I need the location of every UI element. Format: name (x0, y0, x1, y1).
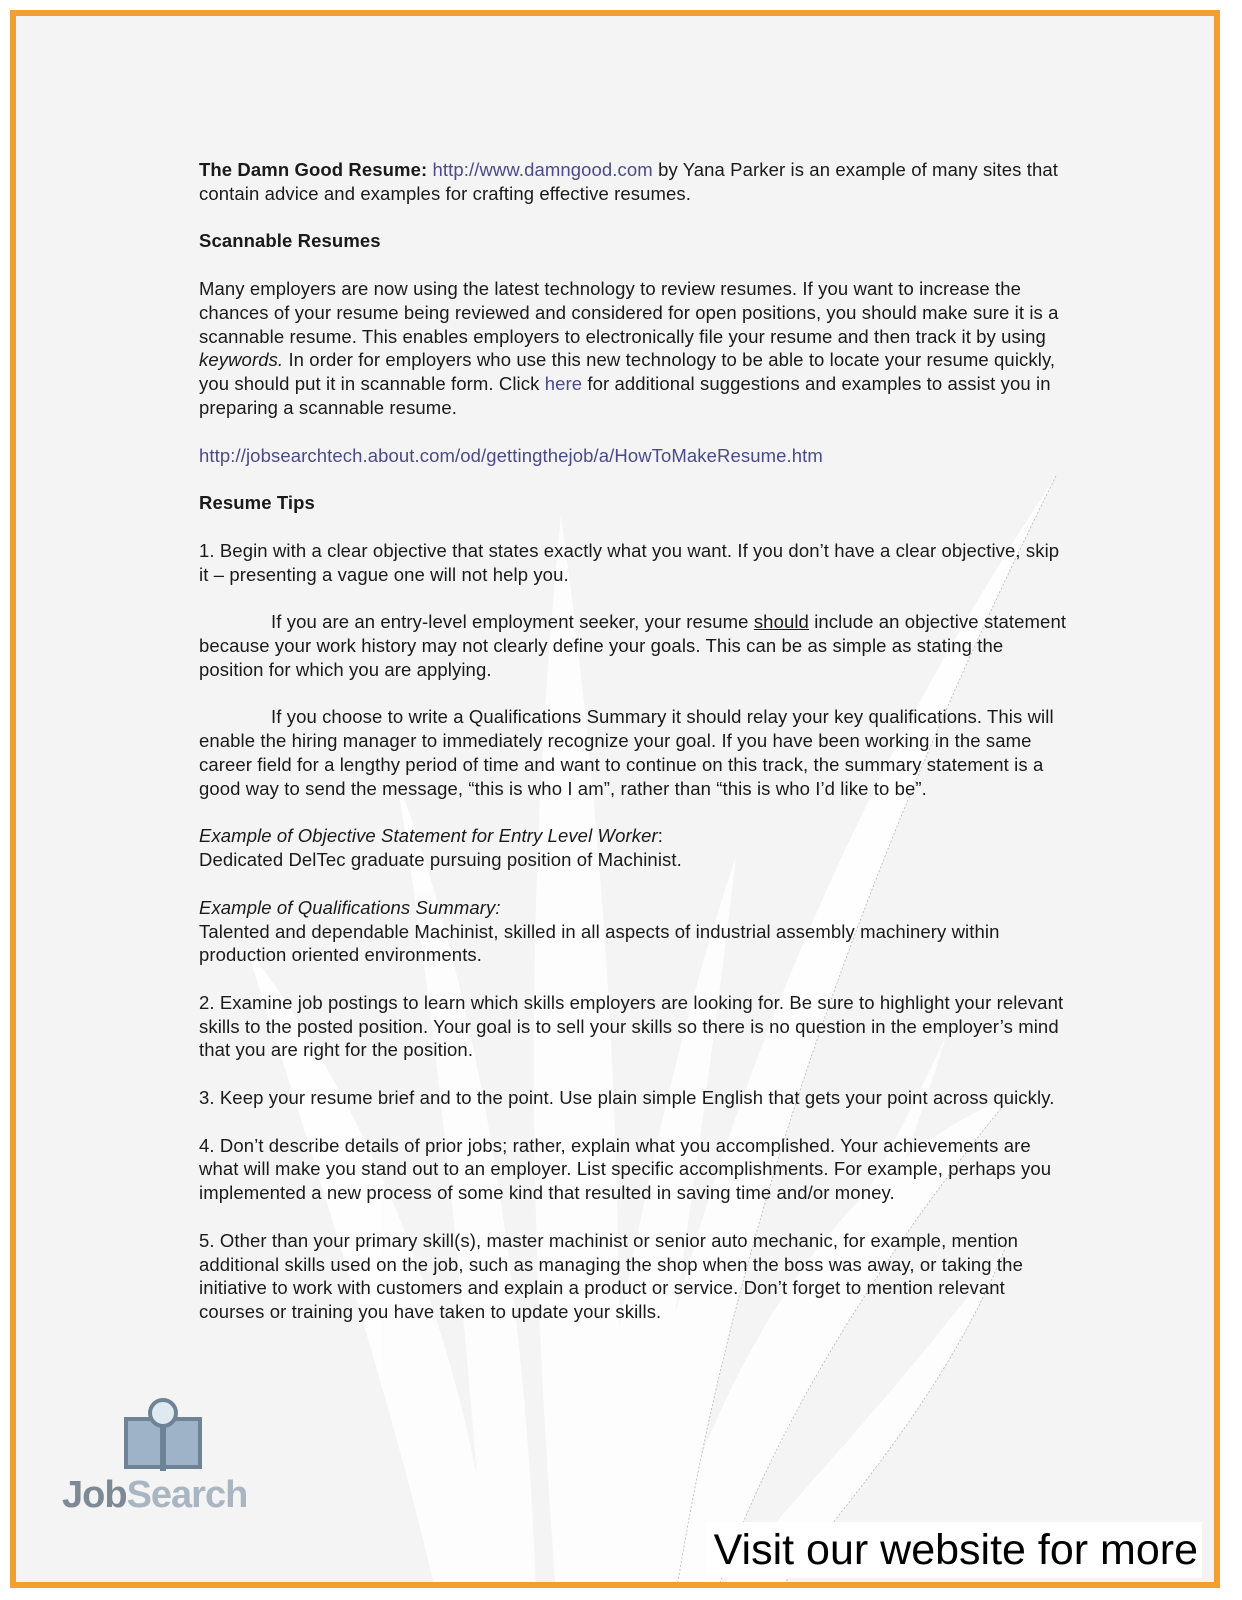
page-frame (10, 10, 1220, 1588)
logo-brand-a: Job (62, 1474, 127, 1516)
intro-text: by Yana Parker is an example of many sites that contain advice and examples for crafting effective resumes. (199, 159, 1058, 204)
tip-1: 1. Begin with a clear objective that states exactly what you want. If you don’t have a clear objective, skip it – presenting a vague one will not help you. (199, 539, 1060, 585)
entry-text-b: include an objective statement because your work history may not clearly define your goals. This can be as simple as stating the position for which you are applying. (199, 611, 1067, 680)
jobsearchtech-link[interactable]: http://jobsearchtech.about.com/od/gettingthejob/a/HowToMakeResume.htm (199, 444, 823, 466)
example-objective: Example of Objective Statement for Entry Level Worker: Dedicated DelTec graduate pursuing position of Machinist. (199, 825, 682, 871)
logo-brand-b: Search (126, 1474, 248, 1516)
tip-2: 2. Examine job postings to learn which skills employers are looking for. Be sure to highlight your relevant skills to the posted position. Your goal is to sell your skills so there is no question in the employer’s mind that you are right for the position. (199, 991, 1064, 1061)
scannable-text-2: In order for employers who use this new technology to be able to locate your resume quickly, you should put it in scannable form. Click (199, 349, 1056, 395)
example-qualifications-text: Talented and dependable Machinist, skilled in all aspects of industrial assembly machinery within production oriented environments. (199, 920, 1000, 966)
intro-title: The Damn Good Resume: (199, 159, 428, 180)
example-qualifications (199, 896, 1069, 967)
resume-document (199, 158, 1069, 1348)
scannable-heading: Scannable Resumes (199, 230, 381, 252)
scannable-text-3: for additional suggestions and examples to assist you in preparing a scannable resume. (199, 373, 1051, 418)
qualifications-paragraph: If you choose to write a Qualifications Summary it should relay your key qualifications. This will enable the hiring manager to immediately recognize your goal. If you have been working in the same career field for a lengthy period of time and want to continue on this track, the summary statement is a good way to send the message, “this is who I am”, rather than “this is who I’d like to be”. (199, 706, 1054, 799)
intro-paragraph (199, 158, 1069, 206)
example-objective-label: Example of Objective Statement for Entry Level Worker (199, 825, 658, 847)
scannable-paragraph (199, 277, 1069, 420)
jobsearch-logo-text (62, 1474, 247, 1517)
keywords-text: keywords. (199, 349, 284, 371)
scannable-text-1: Many employers are now using the latest technology to review resumes. If you want to increase the chances of your resume being reviewed and considered for open positions, you should make sure it is a scannable resume. This enables employers to electronically file your resume and then track it by using (199, 277, 1059, 347)
entry-text-a: If you are an entry-level employment seeker, your resume (271, 611, 749, 633)
here-link[interactable]: here (544, 373, 583, 395)
tip-4: 4. Don’t describe details of prior jobs; rather, explain what you accomplished. Your achievements are what will make you stand out to an employer. List specific accomplishments. For example, perhaps you implemented a new process of some kind that resulted in saving time and/or money. (199, 1134, 1052, 1204)
example-qualifications-label: Example of Qualifications Summary: (199, 896, 501, 918)
entry-level-paragraph (199, 610, 1069, 681)
should-text: should (753, 611, 809, 633)
tip-5: 5. Other than your primary skill(s), master machinist or senior auto mechanic, for example, mention additional skills used on the job, such as managing the shop when the boss was away, or taking the initiative to work with customers and explain a product or service. Don’t forget to mention relevant courses or training you have taken to update your skills. (199, 1229, 1023, 1323)
example-objective-text: Dedicated DelTec graduate pursuing position of Machinist. (199, 849, 682, 871)
tip-3: 3. Keep your resume brief and to the point. Use plain simple English that gets your point across quickly. (199, 1087, 1055, 1109)
tips-heading: Resume Tips (199, 492, 315, 514)
visit-website-banner[interactable]: Visit our website for more (706, 1522, 1202, 1578)
damngood-link[interactable]: http://www.damngood.com (432, 159, 653, 180)
